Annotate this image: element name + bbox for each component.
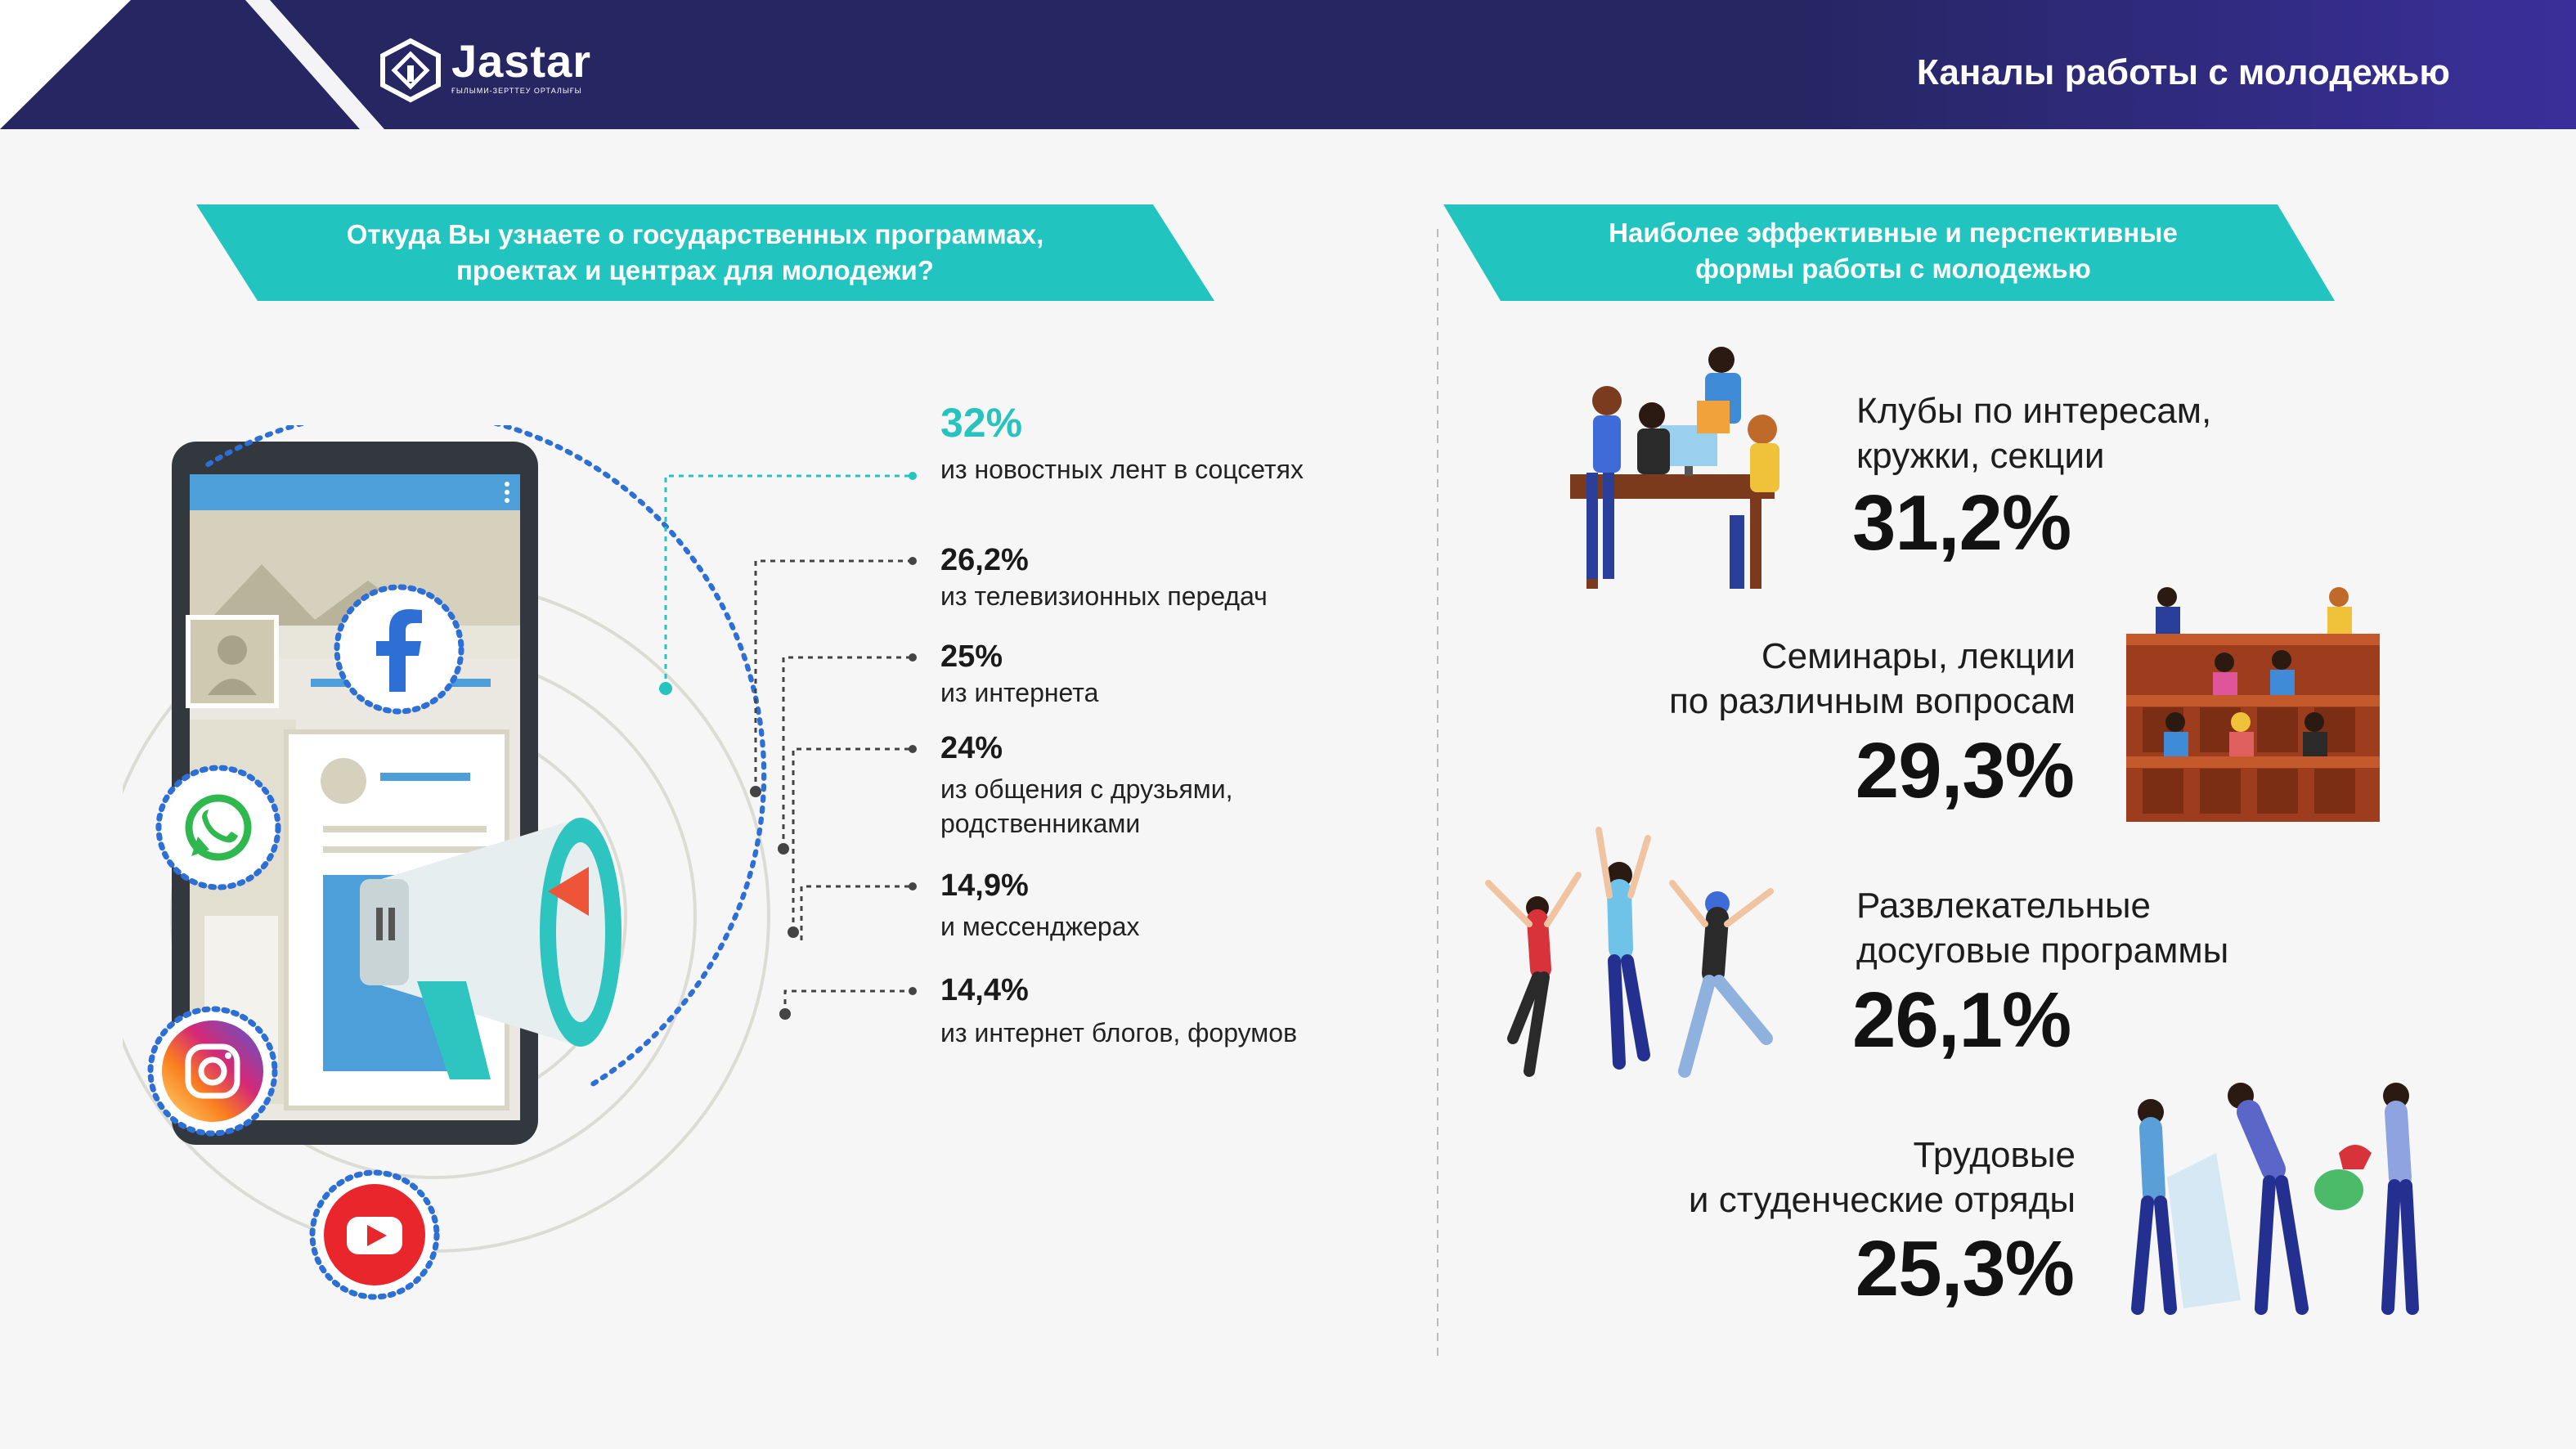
form-label-seminars: Семинары, лекции по различным вопросам — [1668, 636, 2076, 721]
left-banner-text: Откуда Вы узнаете о государственных программах, проектах и центрах для молодежи? — [346, 219, 1044, 285]
section-divider — [1436, 229, 1439, 1357]
form-value-seminars: 29,3% — [1855, 727, 2074, 814]
youtube-icon — [309, 1169, 440, 1300]
stat-value-messengers: 14,9% — [940, 868, 1029, 903]
form-label-leisure: Развлекательные досуговые программы — [1856, 886, 2229, 971]
instagram-icon — [147, 1006, 278, 1137]
volunteers-icon — [2102, 1071, 2462, 1317]
form-value-leisure: 26,1% — [1852, 976, 2071, 1064]
stat-label-tv: из телевизионных передач — [940, 581, 1268, 611]
facebook-icon — [334, 584, 464, 715]
stat-value-social-feeds: 32% — [940, 400, 1023, 446]
jastar-logo-icon — [378, 38, 443, 103]
right-banner-text: Наиболее эффективные и перспективные формы работы с молодежью — [1609, 218, 2178, 284]
stat-connectors — [654, 458, 924, 1104]
logo-text: Jastar — [451, 35, 592, 87]
form-value-clubs: 31,2% — [1852, 479, 2071, 567]
jumping-people-icon — [1480, 826, 1791, 1096]
logo-subtitle: ҒЫЛЫМИ-ЗЕРТТЕУ ОРТАЛЫҒЫ — [451, 87, 582, 95]
stat-label-messengers: и мессенджерах — [940, 912, 1140, 941]
stat-label-friends: из общения с друзьями, родственниками — [940, 774, 1233, 838]
stat-label-blogs: из интернет блогов, форумов — [940, 1018, 1298, 1047]
page-title: Каналы работы с молодежью — [1916, 52, 2450, 92]
stat-value-tv: 26,2% — [940, 543, 1029, 577]
form-value-labor-teams: 25,3% — [1855, 1225, 2074, 1312]
stat-label-internet: из интернета — [940, 678, 1099, 707]
study-group-icon — [1521, 343, 1815, 597]
form-label-clubs: Клубы по интересам, кружки, секции — [1856, 391, 2212, 476]
stat-value-friends: 24% — [940, 731, 1003, 765]
form-label-labor-teams: Трудовые и студенческие отряды — [1688, 1135, 2076, 1220]
lecture-hall-icon — [2126, 585, 2380, 822]
stat-value-blogs: 14,4% — [940, 973, 1029, 1007]
stat-label-social-feeds: из новостных лент в соцсетях — [940, 455, 1304, 484]
whatsapp-icon — [155, 765, 282, 891]
stat-value-internet: 25% — [940, 639, 1003, 674]
